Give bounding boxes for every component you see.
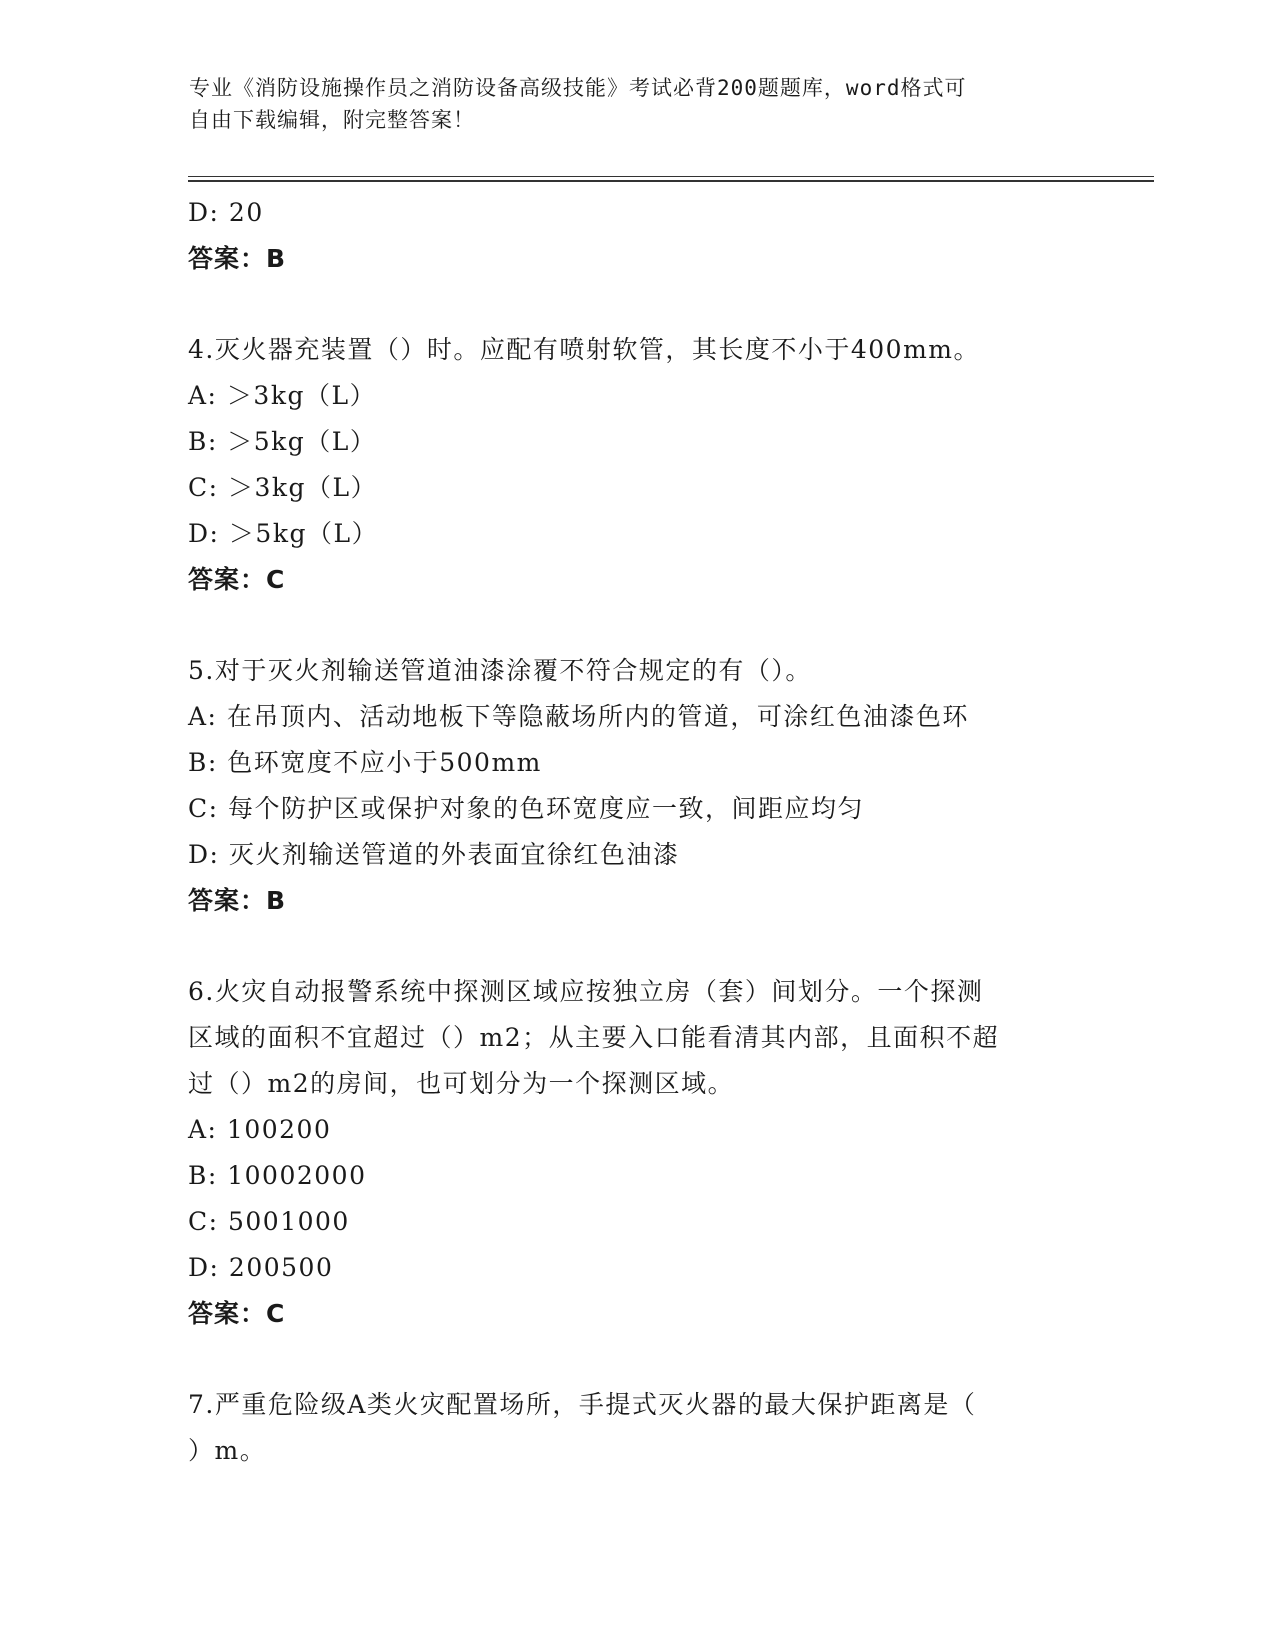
spacer (188, 924, 1088, 969)
question-stem-line-2: 区域的面积不宜超过（）m2；从主要入口能看清其内部，且面积不超 (188, 1023, 1000, 1052)
answer: 答案：B (188, 244, 287, 273)
header-divider-thin (188, 176, 1154, 177)
option-a: A: 100200 (188, 1115, 332, 1144)
answer: 答案：C (188, 565, 286, 594)
option-b: B: 10002000 (188, 1161, 367, 1190)
option-c: C: 5001000 (188, 1207, 350, 1236)
document-header (189, 72, 1089, 136)
option-a: A: ＞3kg（L） (188, 381, 377, 410)
header-line-2: 自由下载编辑，附完整答案！ (189, 108, 475, 132)
option-c: C: ＞3kg（L） (188, 473, 378, 502)
question-stem: 4.灭火器充装置（）时。应配有喷射软管，其长度不小于400mm。 (188, 335, 980, 364)
spacer (188, 1337, 1088, 1382)
question-stem: 5.对于灭火剂输送管道油漆涂覆不符合规定的有（）。 (188, 656, 812, 685)
answer: 答案：B (188, 886, 287, 915)
spacer (188, 282, 1088, 327)
option-b: B: ＞5kg（L） (188, 427, 377, 456)
question-stem-line-2: ）m。 (188, 1436, 267, 1465)
header-divider-thick (188, 180, 1154, 182)
spacer (188, 603, 1088, 648)
option-d: D: 20 (188, 198, 264, 227)
option-d: D: ＞5kg（L） (188, 519, 379, 548)
option-b: B: 色环宽度不应小于500mm (188, 748, 542, 777)
option-d: D: 灭火剂输送管道的外表面宜徐红色油漆 (188, 840, 680, 869)
document-body (188, 190, 1088, 1474)
option-d: D: 200500 (188, 1253, 334, 1282)
question-stem-line-3: 过（）m2的房间，也可划分为一个探测区域。 (188, 1069, 735, 1098)
question-stem-line-1: 7.严重危险级A类火灾配置场所，手提式灭火器的最大保护距离是（ (188, 1390, 977, 1419)
option-c: C: 每个防护区或保护对象的色环宽度应一致，间距应均匀 (188, 794, 865, 823)
option-a: A: 在吊顶内、活动地板下等隐蔽场所内的管道，可涂红色油漆色环 (188, 702, 969, 731)
question-stem-line-1: 6.火灾自动报警系统中探测区域应按独立房（套）间划分。一个探测 (188, 977, 984, 1006)
answer: 答案：C (188, 1299, 286, 1328)
header-line-1: 专业《消防设施操作员之消防设备高级技能》考试必背200题题库，word格式可 (189, 76, 967, 100)
